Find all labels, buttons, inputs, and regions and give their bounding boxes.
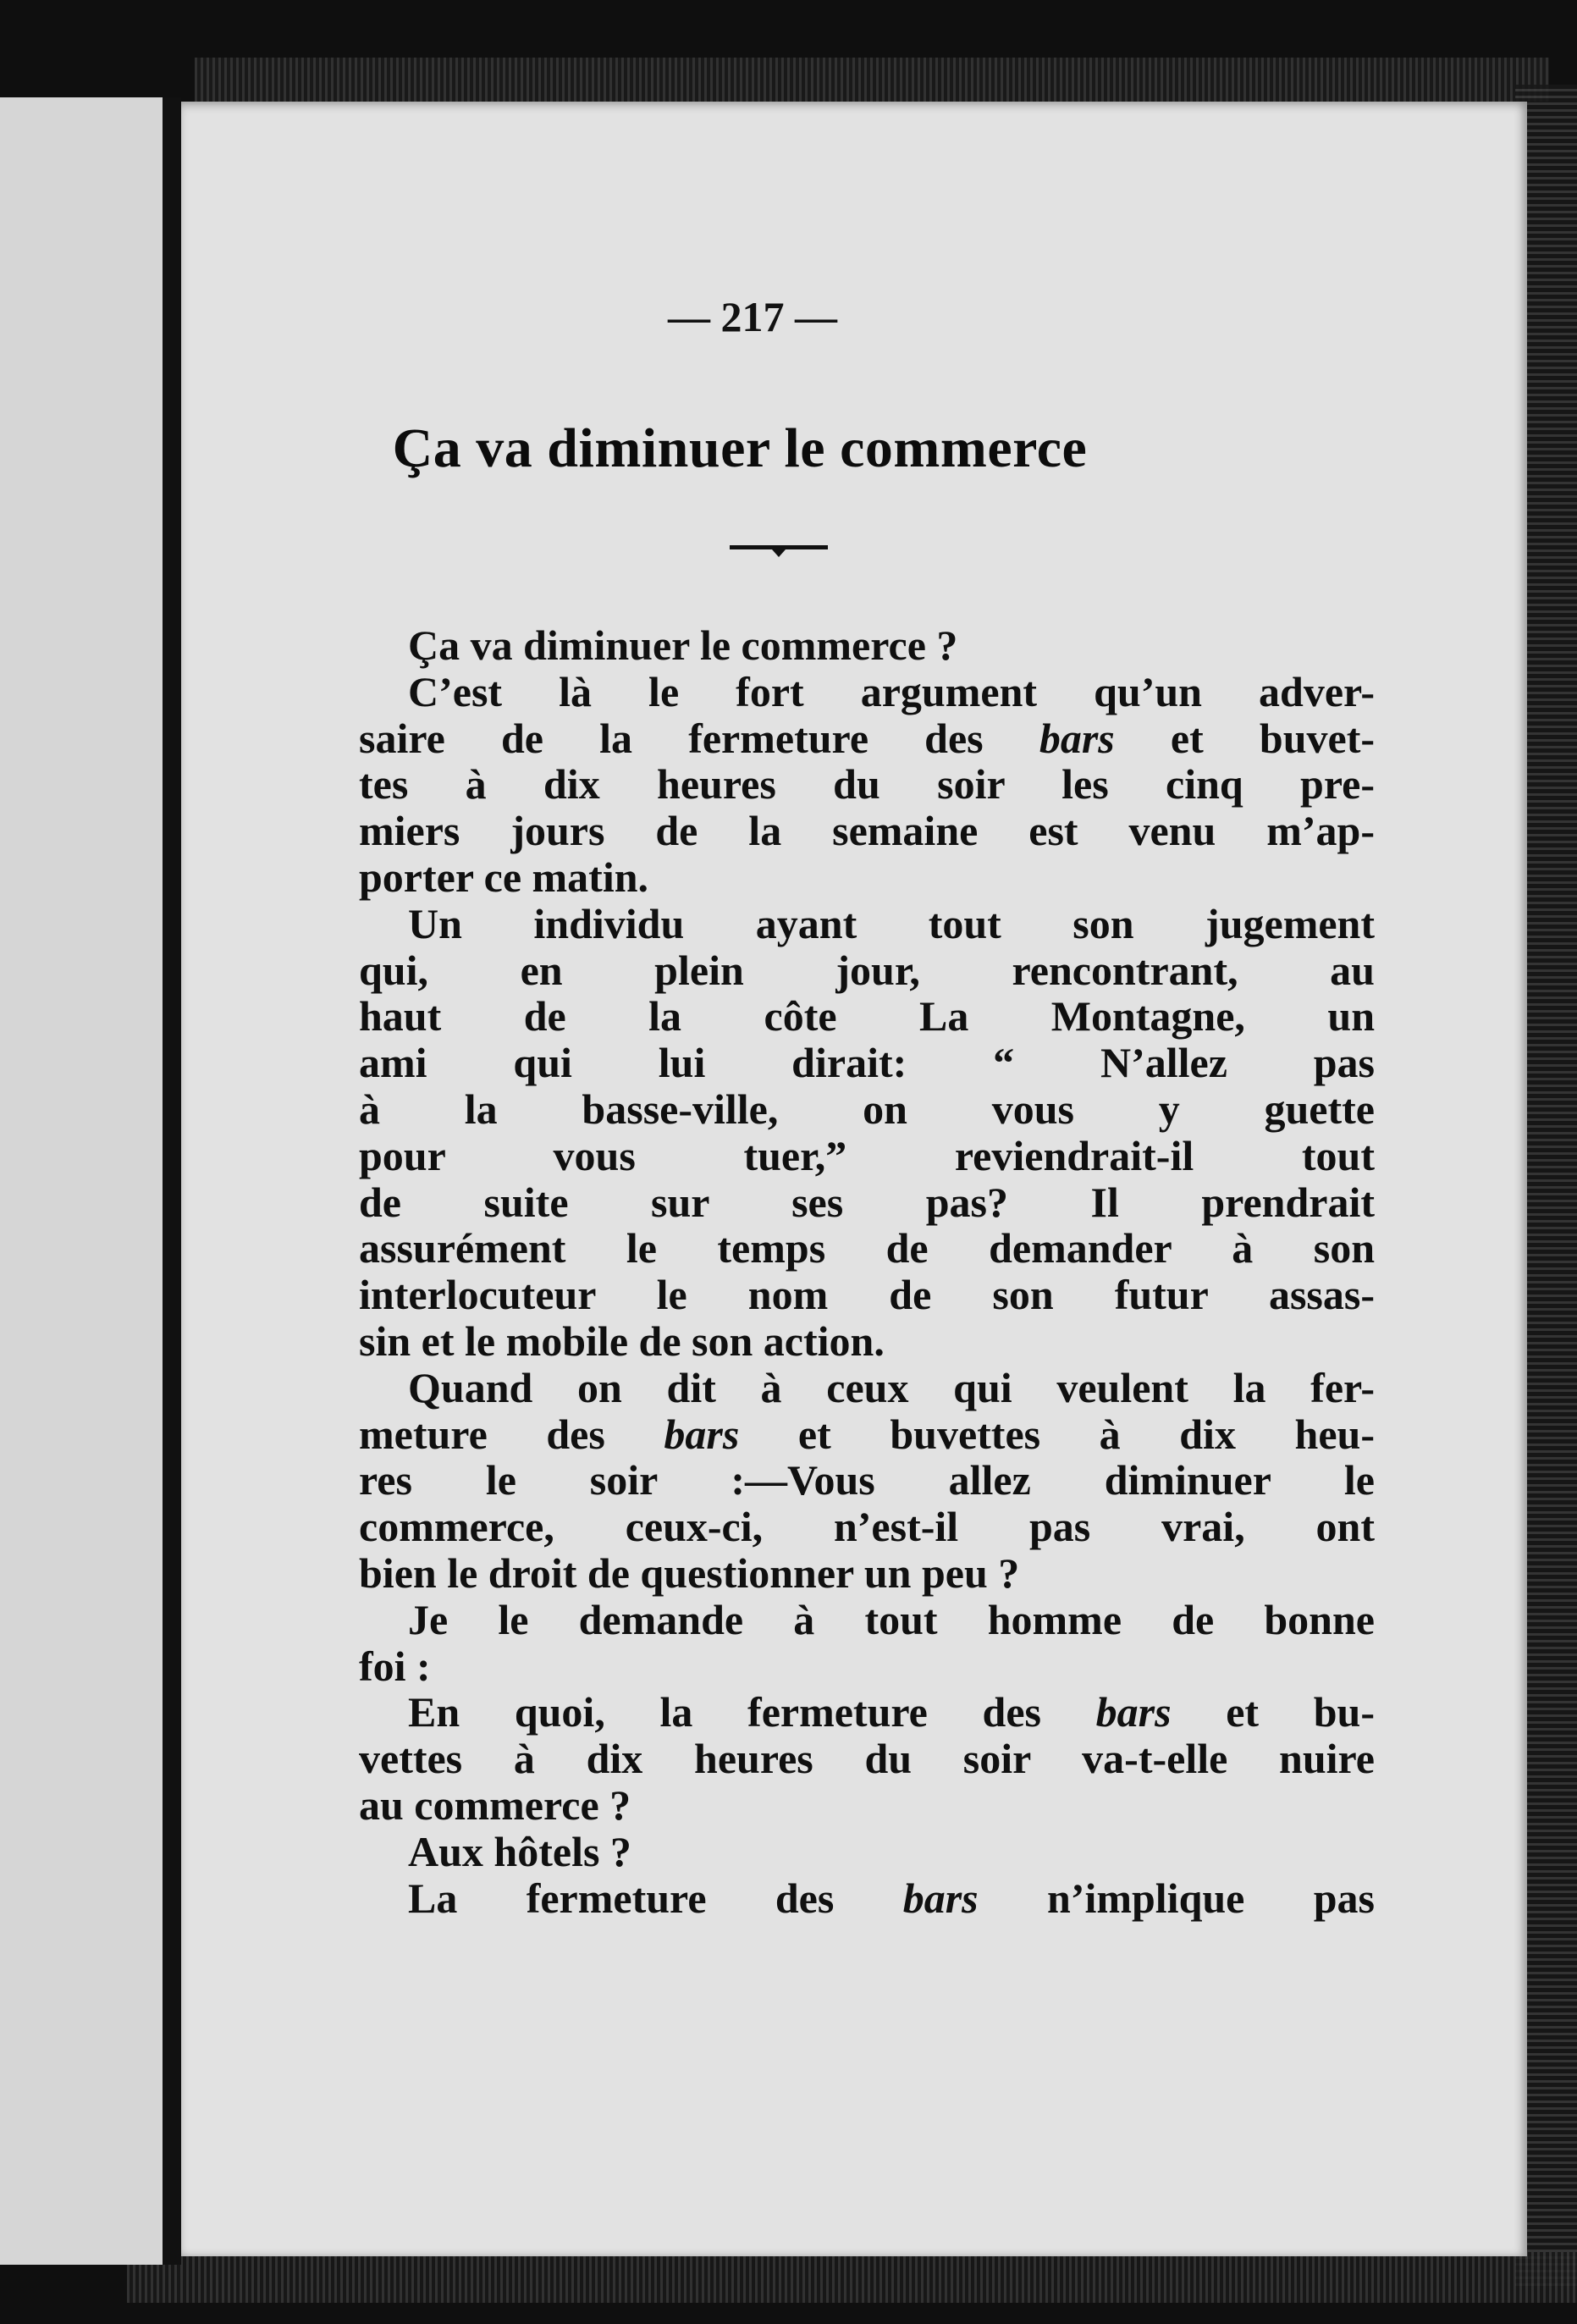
text-line: Quand on dit à ceux qui veulent la fer- [408, 1363, 1375, 1411]
text-line: Je le demande à tout homme de bonne [408, 1595, 1375, 1643]
text-line: Aux hôtels ? [408, 1827, 631, 1875]
text-line: meture des bars et buvettes à dix heu- [359, 1410, 1375, 1458]
binding-cloth-bottom [127, 2252, 1577, 2303]
text-line: au commerce ? [359, 1780, 631, 1829]
page-number: — 217 — [668, 293, 837, 340]
text-line: pour vous tuer,” reviendrait-il tout [359, 1131, 1375, 1179]
facing-page [0, 97, 163, 2265]
text-line: haut de la côte La Montagne, un [359, 992, 1375, 1041]
title-ornament [730, 542, 828, 559]
text-line: interlocuteur le nom de son futur assas- [359, 1271, 1375, 1319]
text-line: En quoi, la fermeture des bars et bu- [408, 1688, 1375, 1736]
text-line: Ça va diminuer le commerce ? [408, 621, 958, 669]
text-line: foi : [359, 1642, 431, 1690]
text-line: vettes à dix heures du soir va-t-elle nuire [359, 1735, 1375, 1783]
text-line: C’est là le fort argument qu’un adver- [408, 667, 1375, 715]
text-line: porter ce matin. [359, 853, 649, 901]
body-text [359, 622, 1375, 1921]
text-line: Un individu ayant tout son jugement [408, 899, 1375, 947]
page-gutter [163, 97, 181, 2265]
binding-cloth-top [195, 58, 1549, 102]
text-line: saire de la fermeture des bars et buvet- [359, 714, 1376, 762]
text-line: qui, en plein jour, rencontrant, au [359, 946, 1375, 994]
book-page [181, 102, 1527, 2256]
text-line: ami qui lui dirait: “ N’allez pas [359, 1039, 1375, 1087]
text-line: sin et le mobile de son action. [359, 1317, 885, 1365]
text-line: à la basse-ville, on vous y guette [359, 1085, 1375, 1133]
text-line: tes à dix heures du soir les cinq pre- [359, 760, 1375, 809]
text-line: de suite sur ses pas? Il prendrait [359, 1178, 1375, 1226]
text-line: commerce, ceux-ci, n’est-il pas vrai, ont [359, 1503, 1375, 1551]
text-line: miers jours de la semaine est venu m’ap- [359, 807, 1375, 855]
text-line: bien le droit de questionner un peu ? [359, 1548, 1020, 1597]
text-line: La fermeture des bars n’implique pas [408, 1874, 1376, 1922]
text-line: res le soir :—Vous allez diminuer le [359, 1456, 1375, 1504]
text-line: assurément le temps de demander à son [359, 1224, 1375, 1272]
chapter-title: Ça va diminuer le commerce [392, 417, 1088, 479]
